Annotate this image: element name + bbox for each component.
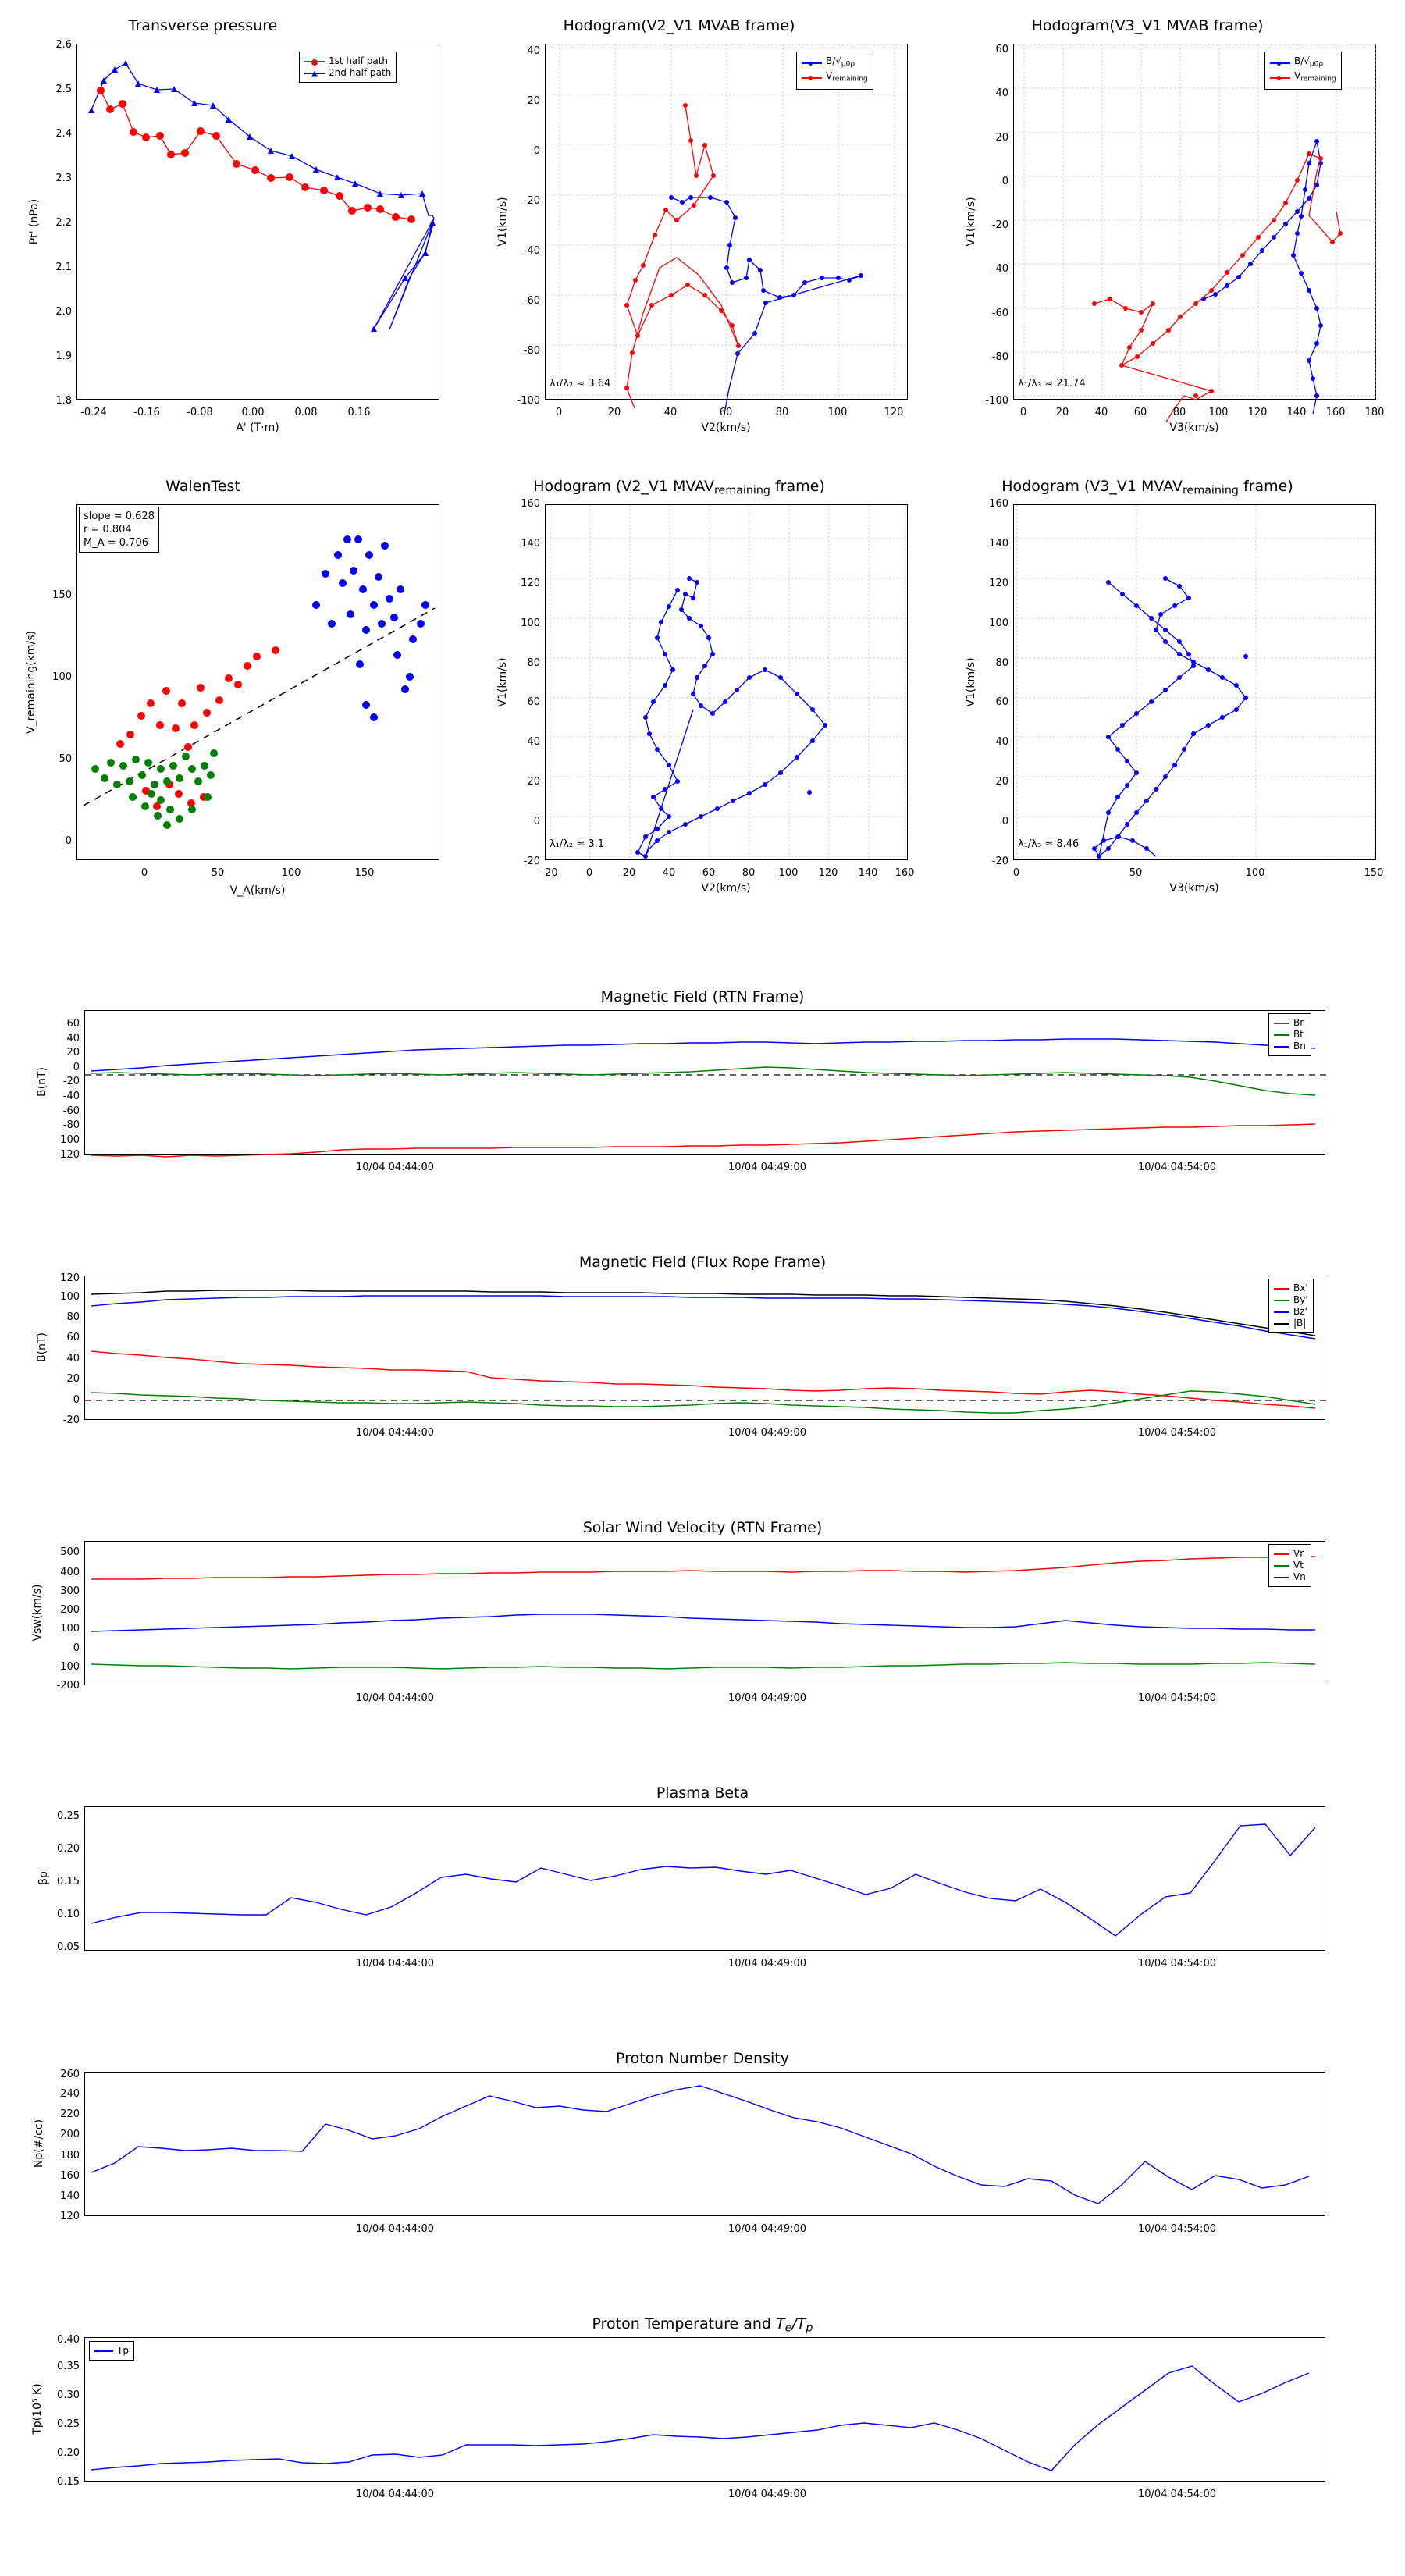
- legend-swatch-bx: [1274, 1288, 1289, 1290]
- svg-text:180: 180: [60, 2150, 80, 2161]
- svg-text:-40: -40: [991, 263, 1008, 275]
- x-tick-label: 10/04 04:44:00: [356, 1958, 434, 1969]
- x-tick-label: 10/04 04:54:00: [1138, 2223, 1216, 2235]
- svg-text:0.15: 0.15: [57, 1876, 80, 1888]
- legend-swatch-blue: [304, 73, 325, 74]
- legend-magnetic-field-rtn: [1268, 1013, 1311, 1056]
- svg-text:20: 20: [66, 1047, 80, 1059]
- panel-solar-wind-velocity: [0, 1513, 1405, 1724]
- svg-text:180: 180: [1364, 407, 1385, 418]
- panel-magnetic-field-rtn: [0, 982, 1405, 1193]
- svg-text:-80: -80: [62, 1119, 80, 1131]
- legend-item: [304, 67, 391, 79]
- y-axis-label: V1(km/s): [496, 657, 509, 707]
- legend-swatch-vr: [1274, 1553, 1289, 1555]
- y-axis-label: V1(km/s): [496, 197, 509, 247]
- svg-text:120: 120: [60, 1272, 80, 1284]
- legend-label: |B|: [1293, 1318, 1307, 1329]
- svg-text:120: 120: [989, 578, 1008, 589]
- legend-item: [1270, 70, 1336, 85]
- svg-text:160: 160: [895, 867, 915, 879]
- svg-text:40: 40: [527, 736, 540, 748]
- legend-item: [1274, 1017, 1306, 1029]
- eigenvalue-annotation: λ₁/λ₃ ≈ 21.74: [1018, 378, 1086, 390]
- x-tick-label: 10/04 04:44:00: [356, 2223, 434, 2235]
- svg-text:-120: -120: [56, 1149, 80, 1161]
- svg-text:-20: -20: [991, 219, 1008, 231]
- legend-swatch-bn: [1274, 1046, 1289, 1048]
- legend-swatch-blue: [1270, 62, 1290, 64]
- mach-value: M_A = 0.706: [84, 537, 148, 549]
- svg-text:0: 0: [533, 145, 540, 157]
- svg-text:1.9: 1.9: [55, 350, 72, 362]
- svg-text:-100: -100: [517, 395, 540, 407]
- x-tick-label: 10/04 04:54:00: [1138, 1427, 1216, 1439]
- svg-text:-20: -20: [62, 1414, 80, 1426]
- x-axis-label: V2(km/s): [701, 422, 751, 434]
- y-axis-label: Vsw(km/s): [31, 1584, 44, 1642]
- x-axis-label: V2(km/s): [701, 882, 751, 895]
- svg-text:100: 100: [827, 407, 848, 418]
- svg-text:220: 220: [60, 2108, 80, 2120]
- svg-text:-0.24: -0.24: [80, 407, 107, 418]
- svg-text:60: 60: [702, 867, 716, 879]
- legend-label: Bx': [1293, 1283, 1308, 1293]
- svg-text:2.4: 2.4: [55, 128, 72, 140]
- svg-text:0: 0: [1001, 816, 1008, 827]
- legend-swatch-tp: [94, 2350, 113, 2352]
- svg-text:80: 80: [66, 1311, 80, 1323]
- svg-text:60: 60: [995, 44, 1008, 55]
- svg-text:-60: -60: [523, 295, 540, 307]
- plot-title: Hodogram(V2_V1 MVAB frame): [563, 17, 795, 34]
- legend-item: [1274, 1560, 1306, 1571]
- legend-item: [1270, 55, 1336, 70]
- svg-text:160: 160: [1325, 407, 1346, 418]
- y-axis-label: B(nT): [36, 1332, 48, 1362]
- svg-text:80: 80: [1172, 407, 1186, 418]
- svg-text:0: 0: [65, 835, 72, 847]
- svg-text:2.2: 2.2: [55, 217, 72, 229]
- svg-text:0.40: 0.40: [57, 2334, 80, 2346]
- svg-text:-60: -60: [62, 1105, 80, 1117]
- svg-text:60: 60: [719, 407, 733, 418]
- svg-text:80: 80: [527, 657, 540, 669]
- svg-text:100: 100: [1245, 867, 1265, 879]
- svg-text:0.08: 0.08: [294, 407, 318, 418]
- legend-label: By': [1293, 1294, 1308, 1305]
- legend-label: $B/√_{\mu 0\rho}$: [1294, 55, 1324, 69]
- plot-title: Hodogram (V2_V1 $MVAV_{remaining}$ frame): [533, 478, 825, 497]
- svg-text:40: 40: [662, 867, 676, 879]
- legend-item: [802, 70, 868, 85]
- legend-label: Vn: [1293, 1571, 1306, 1582]
- svg-text:100: 100: [1208, 407, 1229, 418]
- x-axis-label: V_A(km/s): [229, 884, 286, 897]
- legend-item: [1274, 1294, 1308, 1306]
- legend-label: Vt: [1293, 1560, 1304, 1571]
- svg-text:0: 0: [140, 867, 148, 879]
- svg-text:-20: -20: [523, 856, 540, 867]
- svg-text:-0.16: -0.16: [133, 407, 160, 418]
- svg-text:150: 150: [354, 867, 375, 879]
- svg-text:100: 100: [521, 617, 540, 629]
- panel-hodogram-v3v1-mvab: [937, 8, 1405, 434]
- svg-text:-80: -80: [523, 345, 540, 357]
- svg-text:20: 20: [995, 132, 1008, 144]
- panel-hodogram-v2v1-mvav: [468, 468, 937, 895]
- legend-item: [1274, 1548, 1306, 1560]
- svg-text:0.30: 0.30: [57, 2389, 80, 2401]
- svg-text:40: 40: [66, 1033, 80, 1044]
- svg-text:20: 20: [622, 867, 636, 879]
- legend-label: $V_{remaining}$: [826, 70, 868, 84]
- eigenvalue-annotation: λ₁/λ₃ ≈ 8.46: [1018, 838, 1080, 850]
- svg-text:140: 140: [989, 538, 1008, 550]
- svg-text:200: 200: [60, 2129, 80, 2140]
- svg-text:-100: -100: [56, 1661, 80, 1673]
- svg-text:50: 50: [1129, 867, 1143, 879]
- legend-item: [94, 2345, 129, 2357]
- svg-text:2.5: 2.5: [55, 84, 72, 95]
- legend-item: [1274, 1029, 1306, 1041]
- x-tick-label: 10/04 04:49:00: [728, 2489, 806, 2500]
- legend-label: Bt: [1293, 1029, 1304, 1040]
- legend-label: Br: [1293, 1017, 1304, 1028]
- svg-text:0.16: 0.16: [347, 407, 371, 418]
- legend-item: [304, 55, 391, 67]
- eigenvalue-annotation: λ₁/λ₂ ≈ 3.1: [550, 838, 605, 850]
- svg-text:1.8: 1.8: [55, 395, 72, 407]
- svg-text:-100: -100: [56, 1134, 80, 1146]
- legend-label: 2nd half path: [329, 67, 392, 78]
- svg-text:240: 240: [60, 2088, 80, 2100]
- svg-text:60: 60: [66, 1332, 80, 1343]
- svg-text:100: 100: [52, 671, 72, 683]
- plot-title: Transverse pressure: [128, 17, 278, 34]
- legend-magnetic-field-flux-rope: [1268, 1279, 1314, 1333]
- y-axis-label: Pt' (nPa): [28, 198, 41, 245]
- panel-hodogram-v3v1-mvav: [937, 468, 1405, 895]
- y-axis-label: V1(km/s): [965, 657, 977, 707]
- legend-swatch-red: [802, 77, 822, 79]
- svg-text:50: 50: [59, 753, 72, 765]
- y-axis-label: Tp(10⁵ K): [31, 2383, 44, 2435]
- svg-text:2.6: 2.6: [55, 39, 72, 51]
- svg-text:150: 150: [52, 589, 72, 601]
- svg-text:140: 140: [1286, 407, 1307, 418]
- svg-text:2.1: 2.1: [55, 262, 72, 273]
- svg-text:20: 20: [527, 95, 540, 107]
- svg-text:0: 0: [585, 867, 593, 879]
- x-tick-label: 10/04 04:49:00: [728, 1692, 806, 1704]
- svg-text:80: 80: [995, 657, 1008, 669]
- y-axis-label: V1(km/s): [965, 197, 977, 247]
- panel-hodogram-v2v1-mvab: [468, 8, 937, 434]
- svg-text:80: 80: [775, 407, 789, 418]
- x-tick-label: 10/04 04:54:00: [1138, 1692, 1216, 1704]
- legend-swatch-br: [1274, 1023, 1289, 1024]
- plot-title: Magnetic Field (Flux Rope Frame): [578, 1254, 827, 1271]
- svg-text:300: 300: [60, 1585, 80, 1597]
- x-tick-label: 10/04 04:44:00: [356, 1427, 434, 1439]
- svg-text:0.25: 0.25: [57, 1810, 80, 1822]
- svg-text:500: 500: [60, 1546, 80, 1558]
- legend-label: Bn: [1293, 1041, 1306, 1051]
- plot-title: Hodogram(V3_V1 MVAB frame): [1031, 17, 1264, 34]
- x-tick-label: 10/04 04:44:00: [356, 2489, 434, 2500]
- svg-text:0: 0: [1001, 176, 1008, 187]
- svg-text:140: 140: [521, 538, 540, 550]
- svg-text:-0.08: -0.08: [187, 407, 213, 418]
- y-axis-label: B(nT): [36, 1067, 48, 1097]
- svg-text:-20: -20: [62, 1076, 80, 1087]
- legend-swatch-vn: [1274, 1577, 1289, 1578]
- y-axis-label: Np(#/cc): [33, 2119, 45, 2169]
- panel-transverse-pressure: [0, 8, 468, 434]
- panel-plasma-beta: [0, 1778, 1405, 1989]
- panel-proton-number-density: [0, 2044, 1405, 2254]
- legend-swatch-red: [1270, 77, 1290, 79]
- legend-item: [1274, 1041, 1306, 1052]
- legend-label: $V_{remaining}$: [1294, 70, 1336, 84]
- svg-text:40: 40: [995, 87, 1008, 99]
- svg-text:60: 60: [995, 696, 1008, 708]
- svg-text:20: 20: [1055, 407, 1069, 418]
- x-axis-label: V3(km/s): [1169, 422, 1219, 434]
- svg-text:80: 80: [742, 867, 756, 879]
- legend-item: [1274, 1283, 1308, 1294]
- svg-text:140: 140: [858, 867, 878, 879]
- legend-swatch-vt: [1274, 1565, 1289, 1567]
- svg-text:-60: -60: [991, 308, 1008, 319]
- legend-item: [802, 55, 868, 70]
- svg-text:200: 200: [60, 1604, 80, 1616]
- svg-text:260: 260: [60, 2069, 80, 2080]
- svg-text:0: 0: [1012, 867, 1020, 879]
- svg-text:0.00: 0.00: [241, 407, 265, 418]
- svg-text:40: 40: [66, 1353, 80, 1364]
- svg-text:0: 0: [555, 407, 563, 418]
- plot-title: Proton Number Density: [616, 2050, 789, 2067]
- walen-fit-annotation: [79, 507, 159, 553]
- legend-swatch-bt: [1274, 1034, 1289, 1036]
- svg-text:60: 60: [66, 1018, 80, 1030]
- panel-proton-temperature: [0, 2309, 1405, 2535]
- svg-text:40: 40: [1094, 407, 1108, 418]
- svg-text:0.25: 0.25: [57, 2418, 80, 2430]
- legend-swatch-blue: [802, 62, 822, 64]
- legend-proton-temperature: [89, 2341, 134, 2361]
- axis-ticks: [0, 8, 468, 434]
- svg-text:40: 40: [527, 45, 540, 57]
- svg-text:50: 50: [211, 867, 225, 879]
- svg-text:120: 120: [521, 578, 540, 589]
- x-tick-label: 10/04 04:49:00: [728, 1427, 806, 1439]
- x-axis-label: A' (T·m): [236, 422, 279, 434]
- legend-solar-wind-velocity: [1268, 1544, 1311, 1587]
- svg-text:100: 100: [778, 867, 799, 879]
- svg-text:60: 60: [527, 696, 540, 708]
- svg-text:160: 160: [989, 498, 1008, 510]
- legend-swatch-by: [1274, 1300, 1289, 1301]
- svg-text:2.3: 2.3: [55, 173, 72, 184]
- legend-hodogram-v3v1-mvab: [1264, 52, 1342, 90]
- legend-swatch-red: [304, 61, 325, 62]
- panel-walen-test: [0, 468, 468, 897]
- svg-text:-20: -20: [541, 867, 558, 879]
- x-tick-label: 10/04 04:44:00: [356, 1692, 434, 1704]
- legend-item: [1274, 1571, 1306, 1583]
- x-tick-label: 10/04 04:54:00: [1138, 1958, 1216, 1969]
- svg-text:-20: -20: [991, 856, 1008, 867]
- x-tick-label: 10/04 04:54:00: [1138, 1162, 1216, 1173]
- legend-item: [1274, 1318, 1308, 1329]
- svg-text:-40: -40: [62, 1091, 80, 1102]
- legend-hodogram-v2v1-mvab: [796, 52, 873, 90]
- panel-magnetic-field-flux-rope: [0, 1247, 1405, 1458]
- plot-title: Proton Temperature and $T_e/T_p$: [592, 2315, 813, 2335]
- svg-text:-80: -80: [991, 351, 1008, 363]
- legend-swatch-bz: [1274, 1311, 1289, 1313]
- x-tick-label: 10/04 04:49:00: [728, 2223, 806, 2235]
- y-axis-label: βp: [37, 1871, 50, 1885]
- x-axis-label: V3(km/s): [1169, 882, 1219, 895]
- svg-text:20: 20: [607, 407, 621, 418]
- slope-value: slope = 0.628: [84, 511, 155, 522]
- x-tick-label: 10/04 04:54:00: [1138, 2489, 1216, 2500]
- svg-text:0: 0: [533, 816, 540, 827]
- svg-text:160: 160: [521, 498, 540, 510]
- x-tick-label: 10/04 04:49:00: [728, 1162, 806, 1173]
- svg-text:100: 100: [60, 1291, 80, 1303]
- svg-text:0.35: 0.35: [57, 2361, 80, 2372]
- svg-text:0.10: 0.10: [57, 1909, 80, 1920]
- svg-text:0: 0: [1019, 407, 1027, 418]
- svg-text:20: 20: [66, 1373, 80, 1385]
- legend-label: Vr: [1293, 1548, 1304, 1559]
- svg-text:0: 0: [73, 1394, 80, 1406]
- svg-text:0.20: 0.20: [57, 2447, 80, 2459]
- svg-text:0.05: 0.05: [57, 1941, 80, 1953]
- svg-text:140: 140: [60, 2190, 80, 2202]
- svg-text:40: 40: [663, 407, 678, 418]
- y-axis-label: V_remaining(km/s): [25, 631, 37, 734]
- svg-text:-200: -200: [56, 1680, 80, 1692]
- svg-text:40: 40: [995, 736, 1008, 748]
- svg-text:120: 120: [60, 2211, 80, 2222]
- plot-title: WalenTest: [165, 478, 240, 495]
- svg-text:100: 100: [281, 867, 301, 879]
- svg-text:20: 20: [527, 776, 540, 788]
- legend-item: [1274, 1306, 1308, 1318]
- legend-label: Tp: [117, 2345, 129, 2356]
- svg-text:100: 100: [989, 617, 1008, 629]
- svg-text:160: 160: [60, 2170, 80, 2182]
- legend-transverse-pressure: [299, 52, 397, 83]
- svg-text:150: 150: [1364, 867, 1384, 879]
- svg-text:400: 400: [60, 1567, 80, 1578]
- x-tick-label: 10/04 04:44:00: [356, 1162, 434, 1173]
- svg-text:2.0: 2.0: [55, 306, 72, 318]
- x-tick-label: 10/04 04:49:00: [728, 1958, 806, 1969]
- svg-text:0: 0: [73, 1062, 80, 1073]
- svg-text:0.15: 0.15: [57, 2476, 80, 2488]
- svg-text:120: 120: [818, 867, 838, 879]
- svg-text:0: 0: [73, 1642, 80, 1654]
- svg-text:-40: -40: [523, 245, 540, 257]
- correlation-value: r = 0.804: [84, 524, 132, 535]
- eigenvalue-annotation: λ₁/λ₂ ≈ 3.64: [550, 378, 611, 390]
- legend-label: $B/√_{\mu 0\rho}$: [826, 55, 855, 69]
- svg-text:60: 60: [1133, 407, 1147, 418]
- legend-swatch-bmag: [1274, 1323, 1289, 1325]
- legend-label: 1st half path: [329, 55, 389, 66]
- svg-text:-100: -100: [985, 395, 1008, 407]
- svg-text:120: 120: [884, 407, 904, 418]
- svg-text:100: 100: [60, 1623, 80, 1635]
- svg-text:-20: -20: [523, 195, 540, 207]
- plot-title: Plasma Beta: [656, 1784, 749, 1802]
- svg-text:0.20: 0.20: [57, 1843, 80, 1855]
- legend-label: Bz': [1293, 1306, 1307, 1317]
- svg-text:20: 20: [995, 776, 1008, 788]
- plot-title: Magnetic Field (RTN Frame): [600, 988, 805, 1005]
- plot-title: Hodogram (V3_V1 $MVAV_{remaining}$ frame): [1001, 478, 1293, 497]
- svg-text:120: 120: [1247, 407, 1268, 418]
- plot-title: Solar Wind Velocity (RTN Frame): [582, 1519, 823, 1536]
